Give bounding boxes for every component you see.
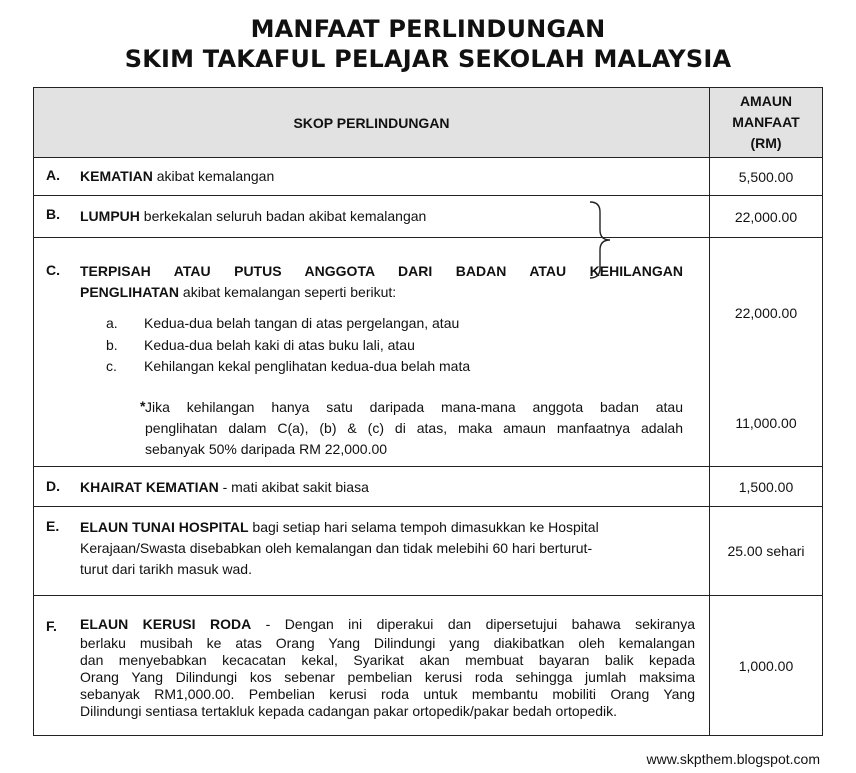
row-rest-b: berkekalan seluruh badan akibat kemalangan (139, 208, 427, 224)
table-row-f (34, 596, 823, 736)
amount-d: 1,500.00 (710, 467, 823, 507)
scope-cell-d (34, 467, 710, 507)
row-f-line-4: Orang Yang Dilindungi kos sebenar pembelian kerusi roda sehingga jumlah maksima (80, 669, 695, 685)
scope-cell-f (34, 596, 710, 736)
row-letter-c: C. (46, 262, 60, 278)
amount-cell-c (710, 238, 823, 467)
sub-item-letter: b. (106, 336, 118, 353)
amount-e: 25.00 sehari (710, 507, 823, 596)
row-letter-f: F. (46, 618, 57, 634)
scope-cell-a (34, 158, 710, 196)
row-letter-d: D. (46, 478, 60, 494)
row-f-line-5: sebanyak RM1,000.00. Pembelian kerusi roda untuk membantu mobiliti Orang Yang (80, 686, 695, 702)
row-e-line-1 (80, 517, 695, 538)
table-header-row (34, 88, 823, 158)
row-rest-c-line-2: akibat kemalangan seperti berikut: (179, 284, 397, 300)
row-rest-d: - mati akibat sakit biasa (218, 479, 369, 495)
list-item (106, 356, 470, 378)
row-bold-c-line-2: PENGLIHATAN (80, 284, 180, 300)
row-e-line-2: Kerajaan/Swasta disebabkan oleh kemalangan dan tidak melebihi 60 hari berturut- (80, 540, 593, 556)
table-row-b (34, 196, 823, 238)
note-line-2: penglihatan dalam C(a), (b) & (c) di atas, maka amaun manfaatnya adalah (145, 420, 683, 436)
row-bold-c-line-1: TERPISAH ATAU PUTUS ANGGOTA DARI BADAN ATAU KEHILANGAN (80, 263, 683, 279)
amount-a: 5,500.00 (710, 158, 823, 196)
row-text-a (80, 166, 693, 187)
note-line-1: Jika kehilangan hanya satu daripada mana-mana anggota badan atau (145, 399, 683, 415)
sub-item-text: Kedua-dua belah kaki di atas buku lali, atau (144, 336, 415, 353)
row-f-line-6: Dilindungi sentiasa tertakluk kepada cadangan pakar ortopedik/pakar bedah ortopedik. (80, 703, 618, 719)
amount-c-note: 11,000.00 (735, 415, 797, 431)
footer-url: www.skpthem.blogspot.com (646, 751, 820, 767)
sub-list-c (106, 313, 470, 378)
row-c-line-2 (80, 282, 683, 303)
row-letter-b: B. (46, 206, 60, 222)
note-line-3: sebanyak 50% daripada RM 22,000.00 (145, 441, 388, 457)
scope-cell-e (34, 507, 710, 596)
amount-b: 22,000.00 (710, 196, 823, 238)
row-bold-d: KHAIRAT KEMATIAN (80, 479, 219, 495)
note-text (145, 397, 683, 460)
header-scope: SKOP PERLINDUNGAN (34, 88, 710, 158)
row-bold-f: ELAUN KERUSI RODA (80, 616, 252, 632)
curly-brace-icon (586, 200, 616, 280)
sub-item-letter: c. (106, 358, 117, 374)
row-bold-e: ELAUN TUNAI HOSPITAL (80, 519, 249, 535)
title-line-2: SKIM TAKAFUL PELAJAR SEKOLAH MALAYSIA (124, 45, 732, 73)
row-bold-a: KEMATIAN (80, 168, 153, 184)
row-text-d (80, 477, 693, 498)
header-amount (710, 88, 823, 158)
row-f-line-1 (80, 614, 695, 635)
row-rest-f: - Dengan ini diperakui dan dipersetujui bahawa sekiranya (251, 616, 695, 632)
header-amount-line-2: MANFAAT (732, 114, 800, 130)
table-row-d (34, 467, 823, 507)
title-line-1: MANFAAT PERLINDUNGAN (250, 15, 606, 43)
row-f-line-3: dan menyebabkan kecacatan kekal, Syarikat akan membuat bayaran balik kepada (80, 652, 695, 668)
list-item (106, 335, 470, 357)
amount-f: 1,000.00 (710, 596, 823, 736)
row-letter-a: A. (46, 167, 60, 183)
row-text-f (80, 614, 695, 720)
header-amount-line-3: (RM) (750, 135, 782, 151)
row-rest-a: akibat kemalangan (152, 168, 275, 184)
row-f-line-2: berlaku musibah ke atas Orang Yang Dilindungi yang diakibatkan oleh kemalangan (80, 635, 695, 651)
sub-item-letter: a. (106, 315, 118, 331)
benefits-table (33, 87, 823, 736)
list-item (106, 313, 470, 335)
table-row-a (34, 158, 823, 196)
sub-item-text: Kedua-dua belah tangan di atas pergelangan, atau (144, 315, 460, 331)
row-text-e (80, 517, 695, 580)
row-letter-e: E. (46, 518, 60, 534)
table-row-e (34, 507, 823, 596)
note-asterisk: * (140, 398, 146, 414)
row-rest-e: bagi setiap hari selama tempoh dimasukkan ke Hospital (248, 519, 599, 535)
scope-cell-c (34, 238, 710, 467)
header-amount-line-1: AMAUN (739, 93, 793, 109)
amount-c: 22,000.00 (734, 305, 798, 321)
table-row-c (34, 238, 823, 467)
row-bold-b: LUMPUH (80, 208, 140, 224)
sub-item-text: Kehilangan kekal penglihatan kedua-dua belah mata (144, 358, 471, 374)
row-e-line-3: turut dari tarikh masuk wad. (80, 561, 252, 577)
